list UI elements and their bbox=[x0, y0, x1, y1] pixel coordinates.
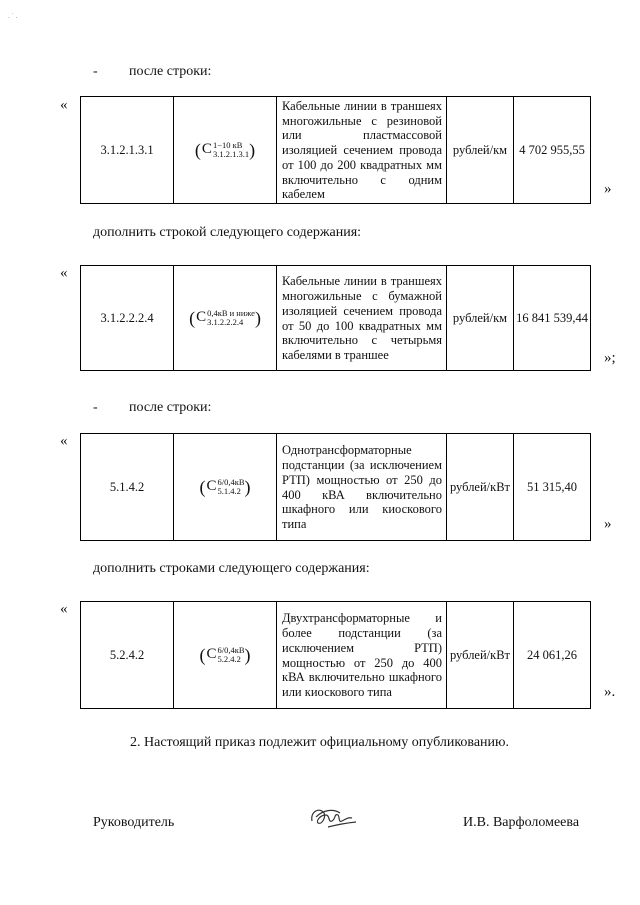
rate-symbol: ( С 6/0,4кВ 5.2.4.2 ) bbox=[174, 602, 277, 709]
symbol-superscript: 0,4кВ и ниже bbox=[207, 307, 255, 318]
intro-after-line: после строки: bbox=[129, 400, 212, 415]
symbol-letter: С bbox=[201, 141, 212, 157]
open-quote: « bbox=[60, 97, 68, 113]
symbol-letter: С bbox=[206, 646, 217, 662]
intro-after-line: после строки: bbox=[129, 64, 212, 79]
add-line-instruction: дополнить строкой следующего содержания: bbox=[93, 225, 362, 240]
close-quote: »; bbox=[604, 350, 616, 366]
signatory-name: И.В. Варфоломеева bbox=[463, 815, 580, 830]
row-unit: рублей/кВт bbox=[447, 434, 514, 541]
page-mark: . ˙ . bbox=[8, 12, 18, 20]
row-code: 3.1.2.1.3.1 bbox=[81, 97, 174, 204]
symbol-superscript: 6/0,4кВ bbox=[217, 644, 245, 655]
add-lines-instruction: дополнить строками следующего содержания: bbox=[93, 561, 370, 576]
symbol-subscript: 5.1.4.2 bbox=[217, 485, 241, 496]
signatory-position: Руководитель bbox=[93, 815, 175, 830]
bullet-dash: - bbox=[93, 64, 98, 79]
open-quote: « bbox=[60, 601, 68, 617]
handwritten-signature bbox=[306, 803, 360, 833]
rate-symbol: ( С 0,4кВ и ниже 3.1.2.2.2.4 ) bbox=[174, 266, 277, 371]
row-value: 24 061,26 bbox=[514, 602, 591, 709]
close-quote: » bbox=[604, 181, 612, 197]
symbol-subscript: 3.1.2.2.2.4 bbox=[207, 316, 244, 327]
row-code: 5.2.4.2 bbox=[81, 602, 174, 709]
rate-symbol: ( С 6/0,4кВ 5.1.4.2 ) bbox=[174, 434, 277, 541]
tariff-table-row bbox=[80, 601, 591, 709]
symbol-subscript: 5.2.4.2 bbox=[217, 653, 241, 664]
symbol-letter: С bbox=[196, 309, 207, 325]
row-description: Кабельные линии в траншеях многожильные с резиновой или пластмассовой изоляцией сечением провода от 100 до 200 квадратных мм включительно с одним кабелем bbox=[277, 97, 447, 204]
rate-symbol: ( С 1−10 кВ 3.1.2.1.3.1 ) bbox=[174, 97, 277, 204]
row-value: 4 702 955,55 bbox=[514, 97, 591, 204]
symbol-superscript: 1−10 кВ bbox=[212, 139, 243, 150]
bullet-dash: - bbox=[93, 400, 98, 415]
close-quote: » bbox=[604, 516, 612, 532]
row-description: Кабельные линии в траншеях многожильные с бумажной изоляцией сечением провода от 50 до 100 квадратных мм включительно с четырьмя кабелями в траншее bbox=[277, 266, 447, 371]
tariff-table-row bbox=[80, 96, 591, 204]
tariff-table-row bbox=[80, 265, 591, 371]
row-description: Двухтрансформаторные и более подстанции (за исключением РТП) мощностью от 250 до 400 кВА включительно шкафного или киоскового типа bbox=[277, 602, 447, 709]
row-code: 5.1.4.2 bbox=[81, 434, 174, 541]
row-value: 16 841 539,44 bbox=[514, 266, 591, 371]
clause-publication: 2. Настоящий приказ подлежит официальному опубликованию. bbox=[130, 735, 509, 750]
symbol-superscript: 6/0,4кВ bbox=[217, 476, 245, 487]
row-description: Однотрансформаторные подстанции (за исключением РТП) мощностью от 250 до 400 кВА включительно шкафного или киоскового типа bbox=[277, 434, 447, 541]
open-quote: « bbox=[60, 433, 68, 449]
row-code: 3.1.2.2.2.4 bbox=[81, 266, 174, 371]
tariff-table-row bbox=[80, 433, 591, 541]
symbol-letter: С bbox=[206, 478, 217, 494]
row-unit: рублей/км bbox=[447, 97, 514, 204]
open-quote: « bbox=[60, 265, 68, 281]
close-quote: ». bbox=[604, 684, 616, 700]
row-unit: рублей/км bbox=[447, 266, 514, 371]
row-value: 51 315,40 bbox=[514, 434, 591, 541]
symbol-subscript: 3.1.2.1.3.1 bbox=[212, 148, 250, 159]
row-unit: рублей/кВт bbox=[447, 602, 514, 709]
